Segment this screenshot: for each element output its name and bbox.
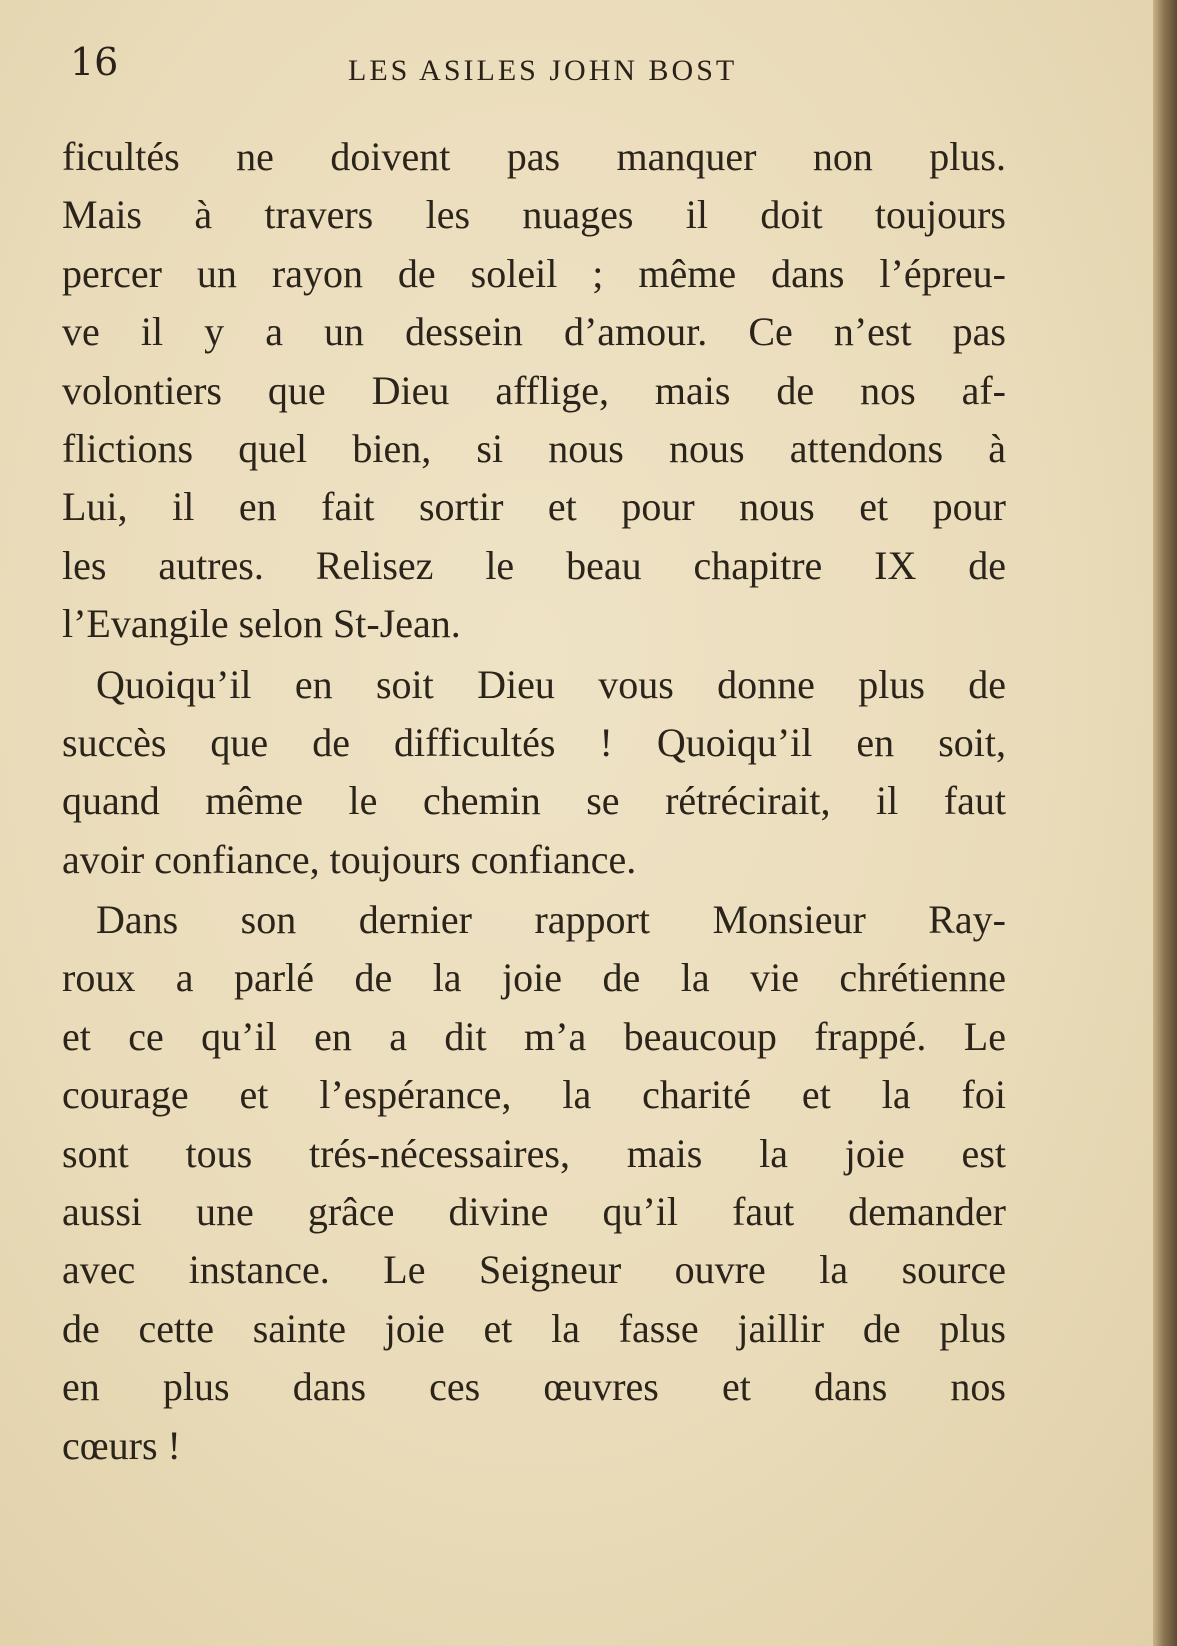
text-line: succès que de difficultés ! Quoiqu’il en soit, <box>62 719 1006 765</box>
text-line: sont tous trés-nécessaires, mais la joie est <box>62 1130 1006 1176</box>
text-line: Quoiqu’il en soit Dieu vous donne plus de <box>96 661 1006 707</box>
text-line: avoir confiance, toujours confiance. <box>62 836 637 882</box>
text-line: l’Evangile selon St-Jean. <box>62 601 461 647</box>
page-binding-edge <box>1153 0 1177 1646</box>
paragraph <box>62 656 1006 890</box>
text-line: percer un rayon de soleil ; même dans l’épreu- <box>62 250 1006 296</box>
text-line: volontiers que Dieu afflige, mais de nos af- <box>62 367 1006 413</box>
text-line: Mais à travers les nuages il doit toujours <box>62 192 1006 238</box>
text-line: cœurs ! <box>62 1422 181 1468</box>
paragraph <box>62 128 1006 654</box>
page-header <box>62 40 802 100</box>
body-text <box>62 128 1006 1475</box>
text-line: en plus dans ces œuvres et dans nos <box>62 1364 1006 1410</box>
text-line: avec instance. Le Seigneur ouvre la source <box>62 1247 1006 1293</box>
text-line: courage et l’espérance, la charité et la foi <box>62 1072 1006 1118</box>
text-line: et ce qu’il en a dit m’a beaucoup frappé. Le <box>62 1013 1006 1059</box>
paragraph <box>62 891 1006 1475</box>
text-line: les autres. Relisez le beau chapitre IX de <box>62 542 1006 588</box>
running-head: LES ASILES JOHN BOST <box>348 54 738 87</box>
text-line: de cette sainte joie et la fasse jaillir de plus <box>62 1305 1006 1351</box>
text-line: Dans son dernier rapport Monsieur Ray- <box>96 897 1006 943</box>
text-line: quand même le chemin se rétrécirait, il faut <box>62 778 1006 824</box>
text-line: flictions quel bien, si nous nous attendons à <box>62 425 1006 471</box>
text-line: aussi une grâce divine qu’il faut demander <box>62 1189 1006 1235</box>
text-line: Lui, il en fait sortir et pour nous et pour <box>62 484 1006 530</box>
text-line: ficultés ne doivent pas manquer non plus. <box>62 134 1006 179</box>
page-number: 16 <box>70 40 119 84</box>
text-line: roux a parlé de la joie de la vie chrétienne <box>62 955 1006 1001</box>
text-line: ve il y a un dessein d’amour. Ce n’est pas <box>62 309 1006 355</box>
